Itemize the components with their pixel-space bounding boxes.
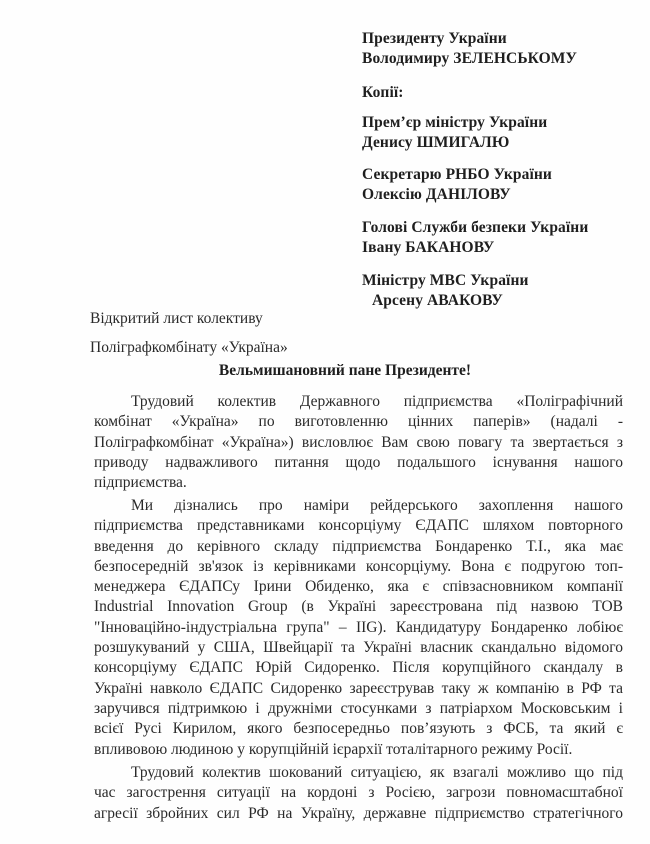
addressee-title: Секретарю РНБО України	[362, 166, 552, 183]
addressee-nsdc-secretary	[362, 165, 552, 205]
paragraph-line: Поліграфкомбінат «Україна») висловлює Вам свою повагу та звертається з	[94, 433, 623, 451]
paragraph-line: безпосередній зв'язок із керівниками консорціуму. Вона є подругою топ-	[94, 557, 623, 575]
paragraph-3	[94, 763, 623, 824]
paragraph-line: консорціуму ЄДАПС Юрій Сидоренко. Після корупційного скандалу в	[94, 659, 623, 677]
paragraph-line: заручився підтримкою і дружніми стосунками з патріархом Московським і	[94, 699, 623, 717]
addressee-title: Прем’єр міністру України	[362, 114, 548, 131]
paragraph-line: "Інноваційно-індустріальна група" – IIG). Кандидатуру Бондаренко лобіює	[94, 618, 623, 636]
copies-heading: Копії:	[362, 84, 404, 101]
paragraph-line: приводу надважливого питання щодо подальшого існування нашого	[94, 453, 623, 471]
sender-line-1: Відкритий лист колективу	[90, 310, 263, 327]
paragraph-line: підприємства.	[94, 474, 187, 492]
addressee-title: Міністру МВС України	[362, 272, 529, 289]
paragraph-line: Трудовий колектив шокований ситуацією, як взагалі можливо що під	[131, 764, 623, 781]
paragraph-2	[94, 496, 623, 760]
addressee-interior-minister	[362, 271, 529, 311]
addressee-sbu-head	[362, 218, 588, 258]
addressee-title: Президенту України	[362, 30, 507, 47]
paragraph-line: Трудовий колектив Державного підприємства «Поліграфічний	[131, 393, 623, 410]
paragraph-line: впливовою людиною у корупційній ієрархії тоталітарного режиму Росії.	[94, 740, 573, 758]
paragraph-line: комбінат «Україна» по виготовленню цінних паперів» (надалі -	[94, 413, 623, 431]
paragraph-line: час загострення ситуації на кордоні з Росією, загрози повномасштабної	[94, 784, 623, 802]
paragraph-line: Ми дізнались про наміри рейдерського захоплення нашого	[131, 497, 623, 514]
addressee-name: Івану БАКАНОВУ	[362, 239, 495, 256]
addressee-prime-minister	[362, 113, 547, 153]
paragraph-1	[94, 392, 623, 493]
paragraph-line: розшукуваний у США, Швейцарії та Україні власник скандально відомого	[94, 639, 623, 657]
addressee-name: Денису ШМИГАЛЮ	[362, 134, 510, 151]
addressee-name: Володимиру ЗЕЛЕНСЬКОМУ	[362, 50, 577, 67]
salutation: Вельмишановний пане Президенте!	[218, 362, 472, 379]
addressee-president	[362, 29, 577, 69]
paragraph-line: Industrial Innovation Group (в Україні зареєстрована під назвою ТОВ	[94, 598, 623, 616]
sender-line-2: Поліграфкомбінату «Україна»	[90, 339, 288, 356]
paragraph-line: Україні навколо ЄДАПС Сидоренко зареєстрував таку ж компанію в РФ та	[94, 679, 623, 697]
paragraph-line: менеджера ЄДАПСу Ірини Обиденко, яка є співзасновником компанії	[94, 578, 623, 596]
addressee-title: Голові Служби безпеки України	[362, 219, 589, 236]
paragraph-line: агресії збройних сил РФ на Україну, державне підприємство стратегічного	[94, 804, 623, 822]
paragraph-line: всієї Русі Кирилом, якого безпосередньо пов’язують з ФСБ, та який є	[94, 720, 623, 738]
addressee-name: Олексію ДАНІЛОВУ	[362, 186, 511, 203]
copies-label	[362, 83, 404, 103]
paragraph-line: підприємства представниками консорціуму ЄДАПС шляхом повторного	[94, 517, 623, 535]
addressee-name: Арсену АВАКОВУ	[372, 292, 503, 309]
paragraph-line: введення до керівного складу підприємства Бондаренко Т.І., яка має	[94, 537, 623, 555]
